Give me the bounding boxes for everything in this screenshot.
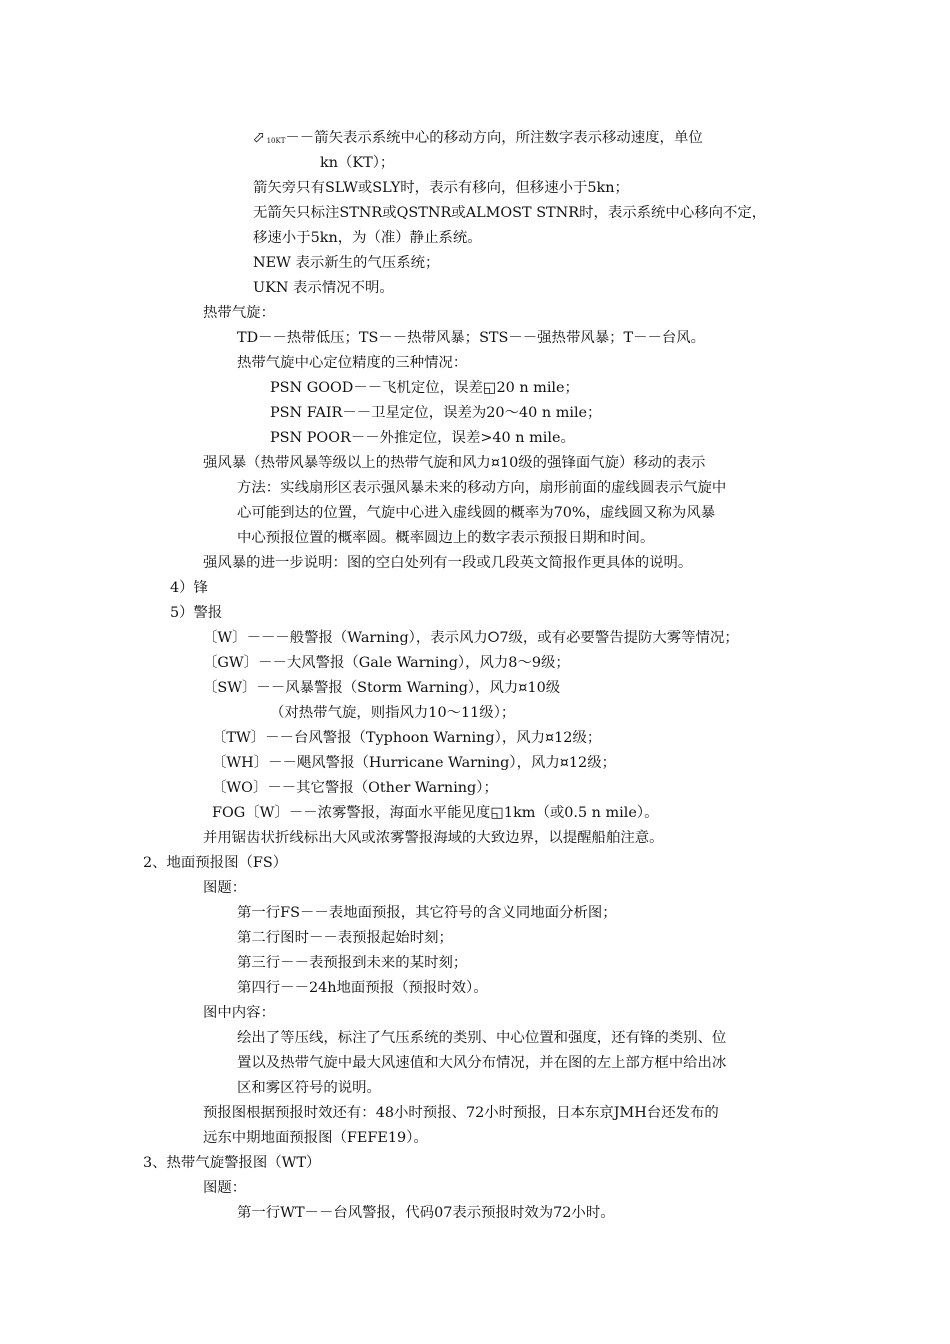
text-line: 〔TW〕－－台风警报（Typhoon Warning），风力¤12级； (212, 730, 602, 746)
section-heading: 3、热带气旋警报图（WT） (143, 1155, 321, 1171)
section-heading: 热带气旋： (203, 305, 275, 321)
text-line: 图题： (203, 1180, 247, 1196)
text-line: 第四行－－24h地面预报（预报时效）。 (237, 980, 488, 996)
text-line: TD－－热带低压；TS－－热带风暴；STS－－强热带风暴；T－－台风。 (237, 330, 706, 346)
text-line: UKN 表示情况不明。 (253, 280, 394, 296)
text-line: 热带气旋中心定位精度的三种情况： (237, 355, 468, 371)
text-line: 第一行WT－－台风警报，代码07表示预报时效为72小时。 (237, 1205, 615, 1221)
arrow-speed-label: 10KT (266, 137, 286, 145)
text-line: 第一行FS－－表地面预报，其它符号的含义同地面分析图； (237, 905, 617, 921)
text-line: （对热带气旋，则指风力10～11级）； (270, 705, 516, 721)
text-line: 移速小于5kn，为（准）静止系统。 (253, 230, 482, 246)
text-line: 并用锯齿状折线标出大风或浓雾警报海域的大致边界，以提醒船舶注意。 (203, 830, 664, 846)
text-line: 〔WO〕－－其它警报（Other Warning）； (212, 780, 498, 796)
text-line: kn（KT）； (320, 155, 395, 171)
text-line: PSN GOOD－－飞机定位，误差◱20 n mile； (270, 380, 579, 396)
text-line: 〔W〕－－－般警报（Warning），表示风力⭘7级，或有必要警告提防大雾等情况； (203, 630, 739, 646)
text-line: 无箭矢只标注STNR或QSTNR或ALMOST STNR时，表示系统中心移向不定， (253, 205, 767, 221)
text-line: NEW 表示新生的气压系统； (253, 255, 440, 271)
arrow-legend-line (248, 126, 703, 151)
text-line: 〔GW〕－－大风警报（Gale Warning），风力8～9级； (203, 655, 570, 671)
text-line: 远东中期地面预报图（FEFE19）。 (203, 1130, 428, 1146)
text-line: 图中内容： (203, 1005, 275, 1021)
section-heading: 4）锋 (170, 580, 208, 596)
arrow-icon: ⇨ (248, 126, 270, 148)
text-line: 强风暴的进一步说明：图的空白处列有一段或几段英文简报作更具体的说明。 (203, 555, 693, 571)
text-line: FOG〔W〕－－浓雾警报，海面水平能见度◱1km（或0.5 n mile）。 (212, 805, 659, 821)
text-line: 〔WH〕－－飓风警报（Hurricane Warning），风力¤12级； (212, 755, 616, 771)
text-line: 中心预报位置的概率圆。概率圆边上的数字表示预报日期和时间。 (237, 530, 655, 546)
text-line: －－箭矢表示系统中心的移动方向，所注数字表示移动速度，单位 (285, 130, 703, 146)
text-line: 强风暴（热带风暴等级以上的热带气旋和风力¤10级的强锋面气旋）移动的表示 (203, 455, 706, 471)
text-line: 方法：实线扇形区表示强风暴未来的移动方向，扇形前面的虚线圆表示气旋中 (237, 480, 727, 496)
text-line: 第三行－－表预报到未来的某时刻； (237, 955, 468, 971)
section-heading: 5）警报 (170, 605, 223, 621)
text-line: 心可能到达的位置，气旋中心进入虚线圆的概率为70%，虚线圆又称为风暴 (237, 505, 716, 521)
text-line: 预报图根据预报时效还有：48小时预报、72小时预报，日本东京JMH台还发布的 (203, 1105, 719, 1121)
text-line: 第二行图时－－表预报起始时刻； (237, 930, 453, 946)
text-line: 区和雾区符号的说明。 (237, 1080, 381, 1096)
text-line: 图题： (203, 880, 247, 896)
section-heading: 2、地面预报图（FS） (143, 855, 288, 871)
text-line: PSN FAIR－－卫星定位，误差为20～40 n mile； (270, 405, 602, 421)
text-line: 置以及热带气旋中最大风速值和大风分布情况，并在图的左上部方框中给出冰 (237, 1055, 727, 1071)
text-line: 〔SW〕－－风暴警报（Storm Warning），风力¤10级 (203, 680, 561, 696)
text-line: 箭矢旁只有SLW或SLY时，表示有移向，但移速小于5kn； (253, 180, 629, 196)
text-line: PSN POOR－－外推定位，误差>40 n mile。 (270, 430, 575, 446)
text-line: 绘出了等压线，标注了气压系统的类别、中心位置和强度，还有锋的类别、位 (237, 1030, 727, 1046)
